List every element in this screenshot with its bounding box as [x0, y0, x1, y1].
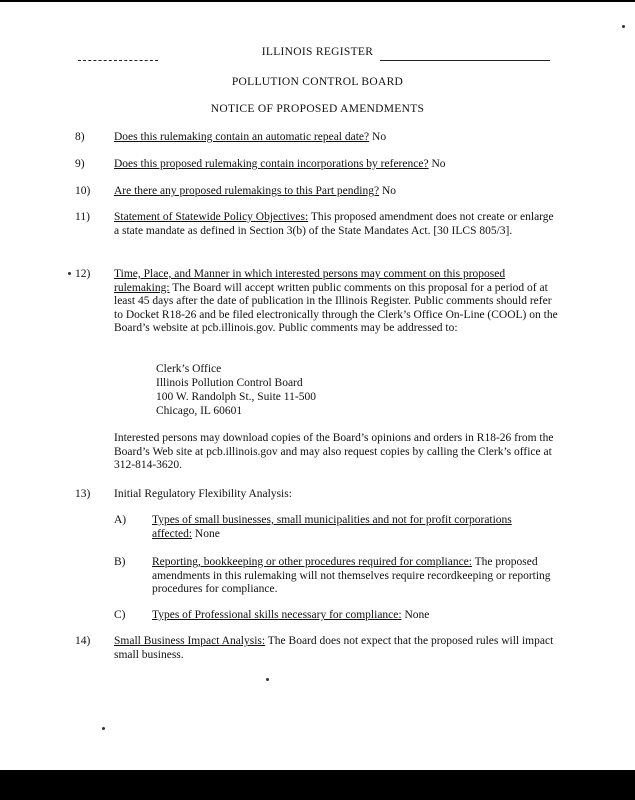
- item-12: [114, 268, 559, 336]
- item-13-heading: Initial Regulatory Flexibility Analysis:: [114, 488, 292, 500]
- item-10-answer: No: [379, 185, 397, 197]
- agency-name: POLLUTION CONTROL BOARD: [231, 76, 404, 88]
- item-13c: [152, 609, 552, 623]
- item-13b-letter: B): [114, 556, 126, 568]
- item-13: [114, 488, 559, 502]
- item-10-question: Are there any proposed rulemakings to this Part pending?: [114, 185, 380, 197]
- item-13b-text: The proposed amendments in this rulemaking will not themselves require recordkeeping or reporting procedures for compliance.: [152, 556, 551, 595]
- address-line-1: Clerk’s Office: [156, 363, 222, 375]
- item-9-question: Does this proposed rulemaking contain incorporations by reference?: [114, 158, 429, 170]
- item-11-heading: Statement of Statewide Policy Objectives:: [114, 211, 309, 223]
- item-8: [114, 131, 559, 145]
- item-11: [114, 211, 559, 238]
- address-line-3: 100 W. Randolph St., Suite 11-500: [156, 391, 316, 403]
- item-9-answer: No: [428, 158, 446, 170]
- item-13c-heading: Types of Professional skills necessary for compliance:: [152, 609, 402, 621]
- item-13c-text: None: [401, 609, 430, 621]
- item-11-text: This proposed amendment does not create or enlarge a state mandate as defined in Section 3(b) of the State Mandates Act. [30 ILCS 805/3].: [114, 211, 554, 237]
- stray-mark: [102, 727, 105, 730]
- stray-mark: [266, 678, 269, 681]
- item-13-number: 13): [75, 488, 91, 500]
- item-14-heading: Small Business Impact Analysis:: [114, 635, 266, 647]
- stray-mark: [68, 272, 71, 275]
- item-10: [114, 185, 559, 199]
- item-11-number: 11): [75, 211, 90, 223]
- scan-edge-top: [0, 0, 635, 2]
- item-8-answer: No: [369, 131, 387, 143]
- stray-mark: [622, 25, 625, 28]
- item-9-number: 9): [75, 158, 85, 170]
- item-13a-heading: Types of small businesses, small municipalities and not for profit corporations affected:: [152, 514, 512, 540]
- item-13a-letter: A): [114, 514, 127, 526]
- item-8-number: 8): [75, 131, 85, 143]
- item-13b: [152, 556, 552, 597]
- scan-edge-bottom: [0, 770, 635, 800]
- address-line-4: Chicago, IL 60601: [156, 405, 243, 417]
- item-14-text: The Board does not expect that the proposed rules will impact small business.: [114, 635, 554, 661]
- header-rule-left: [78, 60, 158, 61]
- item-9: [114, 158, 559, 172]
- notice-title: NOTICE OF PROPOSED AMENDMENTS: [210, 103, 425, 115]
- register-title: ILLINOIS REGISTER: [261, 46, 374, 58]
- clerk-address: [156, 362, 316, 418]
- item-12-number: 12): [75, 268, 91, 280]
- item-14: [114, 635, 559, 662]
- item-14-number: 14): [75, 635, 91, 647]
- item-8-question: Does this rulemaking contain an automatic repeal date?: [114, 131, 370, 143]
- item-13a: [152, 514, 552, 541]
- header-rule-right: [380, 60, 550, 61]
- item-13a-text: None: [192, 527, 220, 540]
- item-13c-letter: C): [114, 609, 126, 621]
- address-line-2: Illinois Pollution Control Board: [156, 377, 303, 389]
- item-12-text: The Board will accept written public comments on this proposal for a period of at least 45 days after the date of publication in the Illinois Register. Public comments should refer to Docket R18-26 and be filed electronically through the Clerk’s Office On-Line (COOL) on the Board’s website at pcb.illinois.gov. Public comments may be addressed to:: [114, 281, 558, 334]
- item-10-number: 10): [75, 185, 91, 197]
- item-12-closing: Interested persons may download copies of the Board’s opinions and orders in R18-26 from the Board’s Web site at pcb.illinois.gov and may also request copies by calling the Clerk’s office at 312-814-3620.: [114, 432, 554, 471]
- item-13b-heading: Reporting, bookkeeping or other procedures required for compliance:: [152, 556, 472, 568]
- item-12-heading: Time, Place, and Manner in which interested persons may comment on this proposed rulemaking:: [114, 268, 506, 294]
